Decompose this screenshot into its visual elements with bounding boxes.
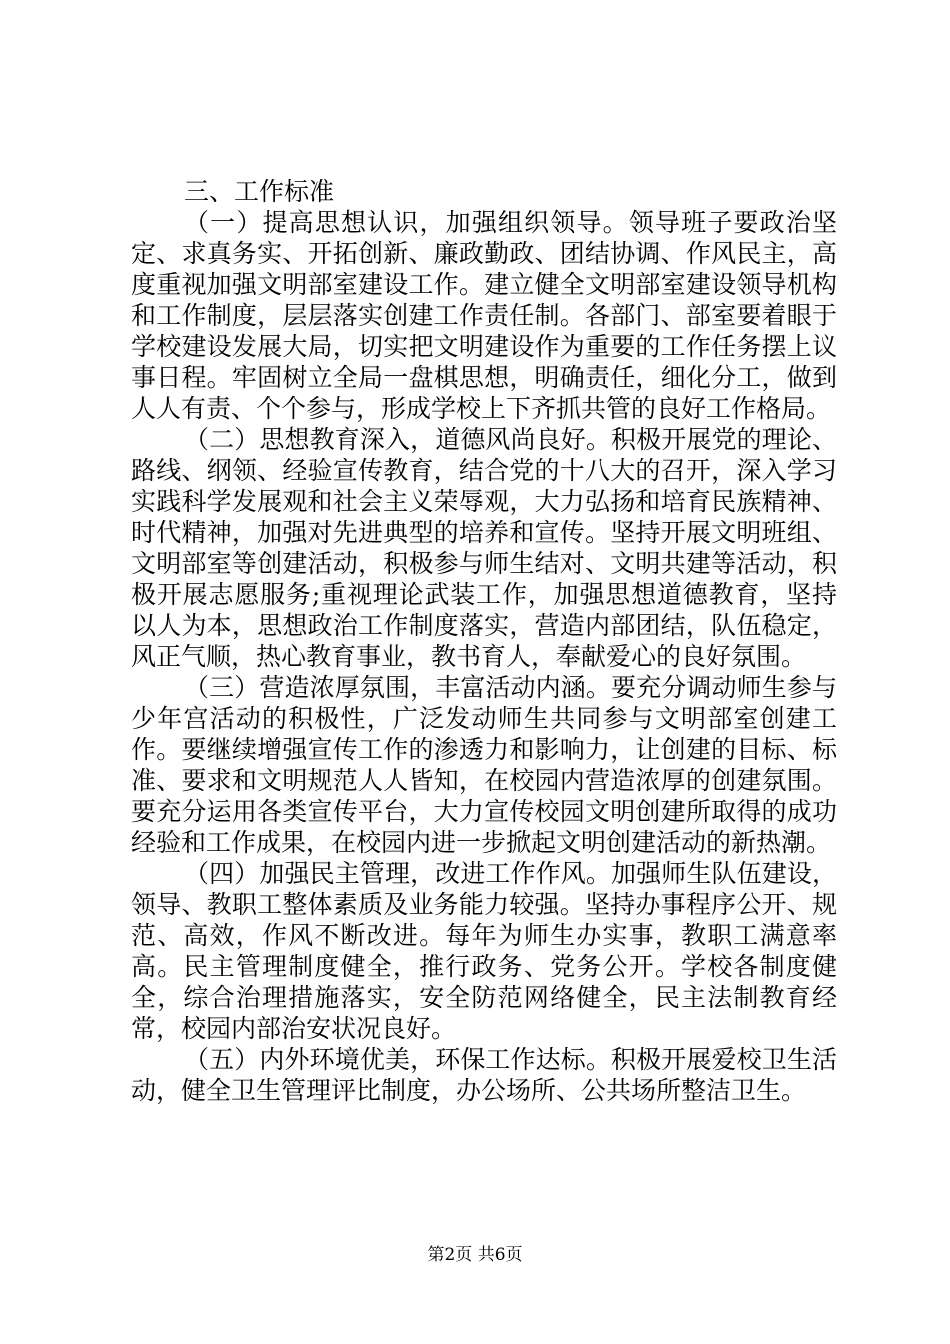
document-body [131,176,837,1106]
paragraph-4: （四）加强民主管理，改进工作作风。加强师生队伍建设，领导、教职工整体素质及业务能力较强。坚持办事程序公开、规范、高效，作风不断改进。每年为师生办实事，教职工满意率高。民主管理制度健全，推行政务、党务公开。学校各制度健全，综合治理措施落实，安全防范网络健全，民主法制教育经常，校园内部治安状况良好。 [131,859,837,1043]
paragraph-2: （二）思想教育深入，道德风尚良好。积极开展党的理论、路线、纲领、经验宣传教育，结合党的十八大的召开，深入学习实践科学发展观和社会主义荣辱观，大力弘扬和培育民族精神、时代精神，加强对先进典型的培养和宣传。坚持开展文明班组、文明部室等创建活动，积极参与师生结对、文明共建等活动，积极开展志愿服务;重视理论武装工作，加强思想道德教育，坚持以人为本，思想政治工作制度落实，营造内部团结，队伍稳定，风正气顺，热心教育事业，教书育人，奉献爱心的良好氛围。 [131,425,837,671]
paragraph-1: （一）提高思想认识，加强组织领导。领导班子要政治坚定、求真务实、开拓创新、廉政勤政、团结协调、作风民主，高度重视加强文明部室建设工作。建立健全文明部室建设领导机构和工作制度，层层落实创建工作责任制。各部门、部室要着眼于学校建设发展大局，切实把文明建设作为重要的工作任务摆上议事日程。牢固树立全局一盘棋思想，明确责任，细化分工，做到人人有责、个个参与，形成学校上下齐抓共管的良好工作格局。 [131,208,837,423]
paragraph-3: （三）营造浓厚氛围，丰富活动内涵。要充分调动师生参与少年宫活动的积极性，广泛发动师生共同参与文明部室创建工作。要继续增强宣传工作的渗透力和影响力，让创建的目标、标准、要求和文明规范人人皆知，在校园内营造浓厚的创建氛围。要充分运用各类宣传平台，大力宣传校园文明创建所取得的成功经验和工作成果，在校园内进一步掀起文明创建活动的新热潮。 [131,673,837,857]
page-number-footer: 第2页 共6页 [427,1245,523,1265]
section-heading: 三、工作标准 [184,177,335,206]
paragraph-5: （五）内外环境优美，环保工作达标。积极开展爱校卫生活动，健全卫生管理评比制度，办公场所、公共场所整洁卫生。 [131,1045,837,1105]
